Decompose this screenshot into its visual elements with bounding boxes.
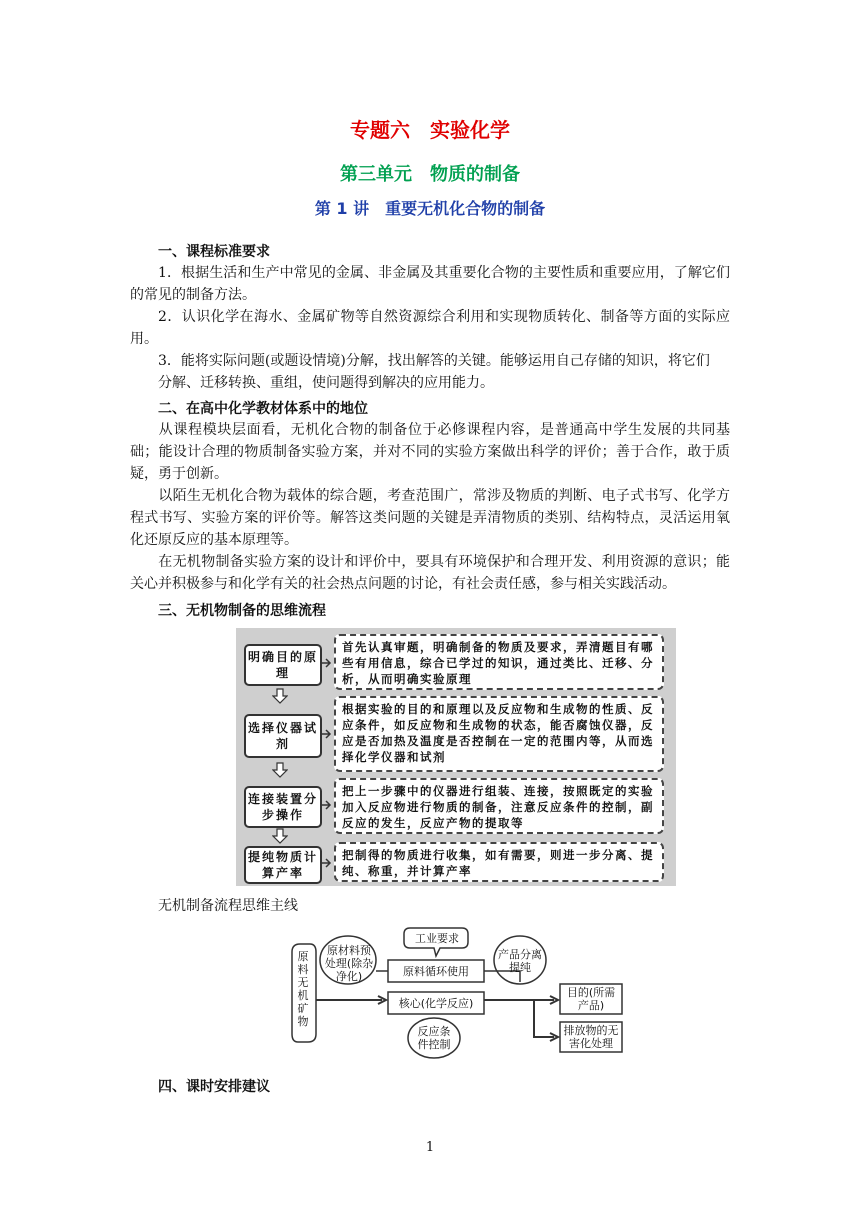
arrow-down-icon [272, 828, 288, 844]
recycle-node: 原料循环使用 [403, 965, 469, 978]
section1-item-3: 3．能将实际问题(或题设情境)分解，找出解答的关键。能够运用自己存储的知识，将它们 [158, 353, 710, 369]
flow-desc-3: 把上一步骤中的仪器进行组装、连接，按照既定的实验加入反应物进行物质的制备，注意反应条件的控制，副反应的发生，反应产物的提取等 [334, 778, 664, 834]
section1-heading: 一、课程标准要求 [158, 244, 270, 260]
arrow-right-icon [320, 658, 332, 668]
goal-product-node: 目的(所需产品) [566, 986, 616, 1012]
arrow-right-icon [320, 729, 332, 739]
flow-desc-2: 根据实验的目的和原理以及反应物和生成物的性质、反应条件，如反应物和生成物的状态，能否腐蚀仪器，反应是否加热及温度是否控制在一定的范围内等，从而选择化学仪器和试剂 [334, 696, 664, 772]
section2-paragraph-1: 从课程模块层面看，无机化合物的制备位于必修课程内容，是普通高中学生发展的共同基础；能设计合理的物质制备实验方案，并对不同的实验方案做出科学的评价；善于合作，敢于质疑，勇于创新。 [130, 422, 730, 482]
section2-paragraph-2: 以陌生无机化合物为载体的综合题，考查范围广，常涉及物质的判断、电子式书写、化学方程式书写、实验方案的评价等。解答这类问题的关键是弄清物质的类别、结构特点，灵活运用氧化还原反应的基本原理等。 [130, 488, 730, 548]
section3-heading: 三、无机物制备的思维流程 [158, 603, 326, 619]
flow-desc-1: 首先认真审题，明确制备的物质及要求，弄清题目有哪些有用信息，综合已学过的知识，通过类比、迁移、分析，从而明确实验原理 [334, 634, 664, 690]
arrow-down-icon [272, 688, 288, 704]
arrow-right-icon [320, 800, 332, 810]
section1-item-3-cont: 分解、迁移转换、重组，使问题得到解决的应用能力。 [158, 375, 494, 391]
section2-heading: 二、在高中化学教材体系中的地位 [158, 401, 368, 417]
waste-treatment-node: 排放物的无害化处理 [563, 1024, 619, 1050]
product-separation-node: 产品分离提纯 [498, 948, 542, 974]
pretreatment-node: 原材料预处理(除杂净化) [324, 944, 374, 983]
flow-step-1: 明确目的原理 [244, 644, 322, 686]
topic-title: 专题六 实验化学 [350, 118, 510, 142]
unit-title: 第三单元 物质的制备 [340, 164, 520, 185]
reaction-condition-node: 反应条件控制 [417, 1025, 451, 1051]
flow-step-3: 连接装置分步操作 [244, 786, 322, 828]
section2-paragraph-3: 在无机物制备实验方案的设计和评价中，要具有环境保护和合理开发、利用资源的意识；能关心并积极参与和化学有关的社会热点问题的讨论，有社会责任感，参与相关实践活动。 [130, 554, 730, 592]
preparation-mainline-diagram [290, 922, 630, 1062]
section4-heading: 四、课时安排建议 [158, 1079, 270, 1095]
arrow-right-icon [320, 858, 332, 868]
raw-material-node: 原料无机矿物 [297, 950, 309, 1028]
arrow-down-icon [272, 762, 288, 778]
flow-step-2: 选择仪器试剂 [244, 714, 322, 758]
section1-item-1: 1．根据生活和生产中常见的金属、非金属及其重要化合物的主要性质和重要应用，了解它们的常见的制备方法。 [130, 265, 730, 303]
lecture-title: 第 1 讲 重要无机化合物的制备 [314, 199, 546, 218]
figure-caption: 无机制备流程思维主线 [158, 898, 298, 914]
thinking-flow-figure [236, 628, 676, 886]
flow-step-4: 提纯物质计算产率 [244, 846, 322, 884]
flow-desc-4: 把制得的物质进行收集，如有需要，则进一步分离、提纯、称重，并计算产率 [334, 842, 664, 882]
section1-item-2: 2．认识化学在海水、金属矿物等自然资源综合利用和实现物质转化、制备等方面的实际应用。 [130, 309, 730, 347]
industry-requirement-node: 工业要求 [415, 932, 459, 945]
page-number: 1 [425, 1140, 435, 1155]
core-reaction-node: 核心(化学反应) [398, 997, 474, 1010]
